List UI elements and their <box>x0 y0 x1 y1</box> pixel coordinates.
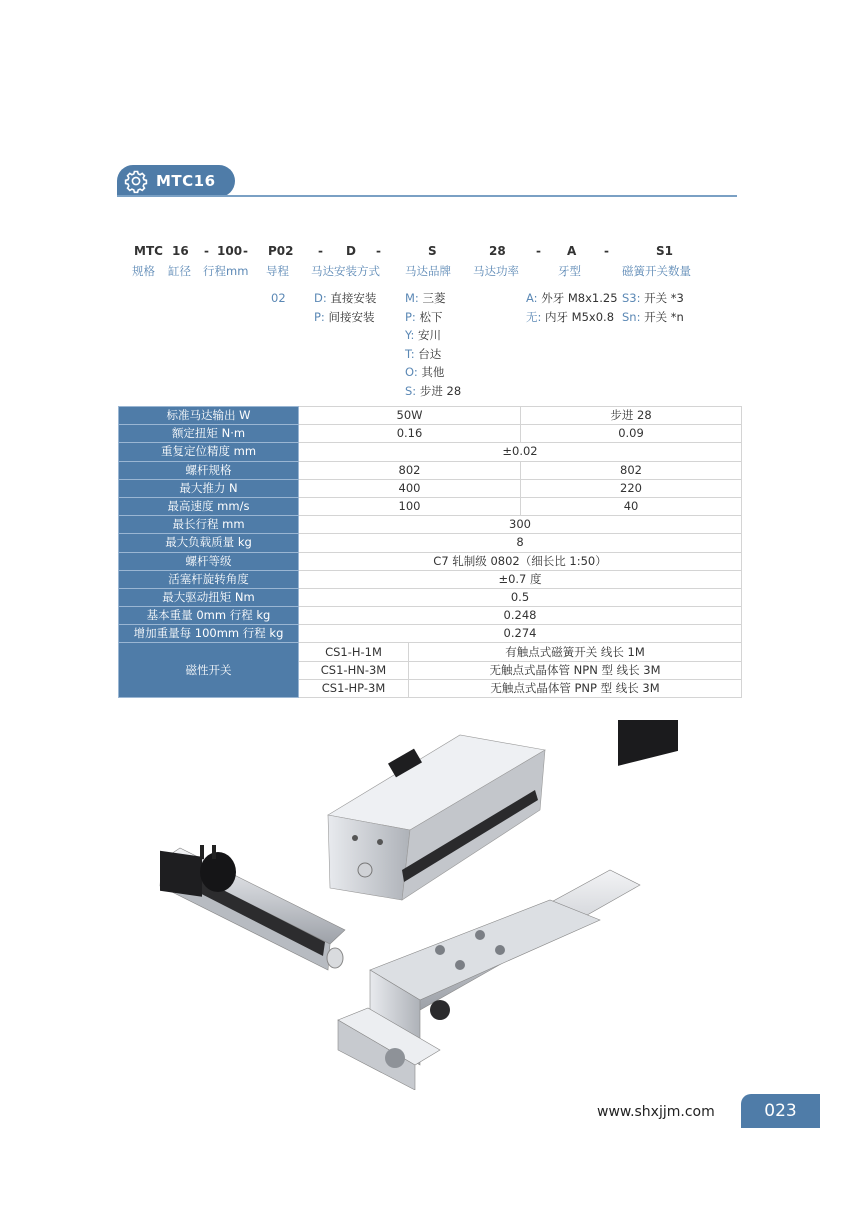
cell: 802 <box>299 461 521 479</box>
lead-options <box>271 289 286 308</box>
thread-option: A: 外牙 M8x1.25 <box>526 291 618 305</box>
row-label: 最大驱动扭矩 Nm <box>119 588 299 606</box>
switch-model: CS1-HP-3M <box>299 679 409 697</box>
table-row <box>119 534 742 552</box>
code-label: 马达功率 <box>473 264 519 278</box>
code-seg-mount: D <box>346 244 356 258</box>
row-label: 螺杆等级 <box>119 552 299 570</box>
code-label: 马达品牌 <box>405 264 451 278</box>
page-number: 023 <box>741 1094 820 1128</box>
thread-options <box>526 289 618 326</box>
code-seg-dash: - <box>604 244 609 258</box>
code-seg-switch: S1 <box>656 244 673 258</box>
table-row <box>119 516 742 534</box>
switch-options <box>622 289 684 326</box>
cell: 220 <box>521 479 742 497</box>
section-title-tab <box>117 165 235 197</box>
cell: 400 <box>299 479 521 497</box>
cell: 0.16 <box>299 425 521 443</box>
cell: 0.274 <box>299 625 742 643</box>
row-label: 活塞杆旋转角度 <box>119 570 299 588</box>
cell: 100 <box>299 497 521 515</box>
row-label: 最大负载质量 kg <box>119 534 299 552</box>
switch-desc: 无触点式晶体管 PNP 型 线长 3M <box>409 679 742 697</box>
code-label: 磁簧开关数量 <box>622 264 691 278</box>
thread-option: 无: 内牙 M5x0.8 <box>526 309 615 324</box>
cell: 8 <box>299 534 742 552</box>
lead-option: 02 <box>271 291 286 305</box>
mount-options <box>314 289 376 326</box>
table-row <box>119 643 742 661</box>
switch-desc: 无触点式晶体管 NPN 型 线长 3M <box>409 661 742 679</box>
brand-option: Y: 安川 <box>405 328 442 342</box>
code-label: 缸径 <box>168 264 191 278</box>
actuator-module <box>328 735 545 900</box>
row-label: 磁性开关 <box>119 643 299 698</box>
code-seg-lead: P02 <box>268 244 294 258</box>
code-seg-dash: - <box>376 244 381 258</box>
cell: 0.09 <box>521 425 742 443</box>
code-seg-thread: A <box>567 244 577 258</box>
switch-model: CS1-HN-3M <box>299 661 409 679</box>
cell: 802 <box>521 461 742 479</box>
row-label: 额定扭矩 N·m <box>119 425 299 443</box>
table-row <box>119 461 742 479</box>
switch-desc: 有触点式磁簧开关 线长 1M <box>409 643 742 661</box>
spec-table <box>118 406 742 698</box>
cell: 300 <box>299 516 742 534</box>
header-rule <box>117 195 737 197</box>
table-row <box>119 607 742 625</box>
actuator-small <box>160 845 345 970</box>
row-label: 标准马达输出 W <box>119 407 299 425</box>
switch-option: S3: 开关 *3 <box>622 291 684 305</box>
table-row <box>119 443 742 461</box>
code-seg-stroke: 100 <box>217 244 243 258</box>
code-label: 行程mm <box>203 264 249 278</box>
cell: 50W <box>299 407 521 425</box>
row-label: 螺杆规格 <box>119 461 299 479</box>
switch-option: Sn: 开关 *n <box>622 309 684 324</box>
code-label: 规格 <box>132 264 155 278</box>
brand-option: T: 台达 <box>405 346 442 361</box>
code-label: 牙型 <box>558 264 581 278</box>
row-label: 基本重量 0mm 行程 kg <box>119 607 299 625</box>
code-seg-bore: 16 <box>172 244 189 258</box>
table-row <box>119 407 742 425</box>
row-label: 最大推力 N <box>119 479 299 497</box>
code-seg-dash: - <box>204 244 209 258</box>
gear-icon <box>123 168 149 194</box>
mount-option: P: 间接安装 <box>314 309 375 324</box>
code-seg-dash: - <box>243 244 248 258</box>
cell: 步进 28 <box>521 407 742 425</box>
brand-option: S: 步进 28 <box>405 383 462 398</box>
brand-option: P: 松下 <box>405 309 443 324</box>
brand-option: O: 其他 <box>405 365 445 379</box>
code-label: 马达安装方式 <box>311 264 380 278</box>
code-seg-dash: - <box>318 244 323 258</box>
row-label: 最高速度 mm/s <box>119 497 299 515</box>
table-row <box>119 497 742 515</box>
brand-option: M: 三菱 <box>405 291 446 305</box>
table-row <box>119 588 742 606</box>
code-label: 导程 <box>266 264 289 278</box>
table-row <box>119 479 742 497</box>
table-row <box>119 625 742 643</box>
website-url: www.shxjjm.com <box>597 1104 715 1120</box>
cell: 40 <box>521 497 742 515</box>
cell: 0.248 <box>299 607 742 625</box>
row-label: 最长行程 mm <box>119 516 299 534</box>
model-title: MTC16 <box>156 172 216 190</box>
product-photo <box>140 720 740 1090</box>
cell: 0.5 <box>299 588 742 606</box>
cell: ±0.7 度 <box>299 570 742 588</box>
brand-options <box>405 289 461 400</box>
code-seg-brand: S <box>428 244 437 258</box>
code-seg-power: 28 <box>489 244 506 258</box>
cell: ±0.02 <box>299 443 742 461</box>
table-row <box>119 552 742 570</box>
table-row <box>119 570 742 588</box>
row-label: 增加重量每 100mm 行程 kg <box>119 625 299 643</box>
mount-option: D: 直接安装 <box>314 291 377 305</box>
code-seg-dash: - <box>536 244 541 258</box>
cell: C7 轧制级 0802（细长比 1:50） <box>299 552 742 570</box>
code-seg-mtc: MTC <box>134 244 163 258</box>
table-row <box>119 425 742 443</box>
switch-model: CS1-H-1M <box>299 643 409 661</box>
row-label: 重复定位精度 mm <box>119 443 299 461</box>
